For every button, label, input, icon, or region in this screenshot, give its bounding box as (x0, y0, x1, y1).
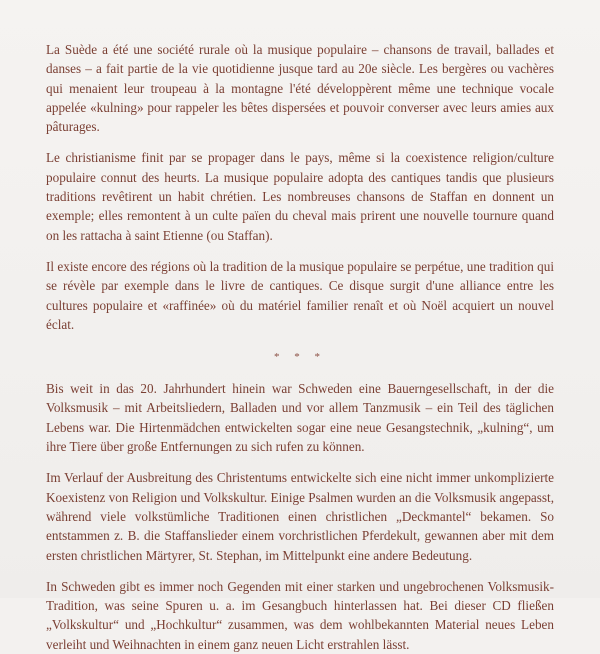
german-section (46, 379, 554, 654)
french-paragraph-1: La Suède a été une société rurale où la musique populaire – chansons de travail, ballades et danses – a fait partie de la vie quotidienne jusque tard au 20e siècle. Les bergères ou vachères qui menaient leur troupeau à la montagne l'été développèrent même une technique vocale appelée «kulning» pour rappeler les bêtes dispersées et pouvoir converser avec leurs amies aux pâturages. (46, 42, 554, 135)
french-paragraph-2: Le christianisme finit par se propager dans le pays, même si la coexistence religion/culture populaire connut des heurts. La musique populaire adopta des cantiques tandis que plusieurs traditions revêtirent un habit chrétien. Les nombreuses chansons de Staffan en donnent un exemple; elles remontent à un culte païen du cheval mais prirent une nouvelle tournure quand on les rattacha à saint Etienne (ou Staffan). (46, 150, 554, 243)
french-section (46, 40, 554, 334)
french-paragraph-3: Il existe encore des régions où la tradition de la musique populaire se perpétue, une tradition qui se révèle par exemple dans le livre de cantiques. Ce disque surgit d'une alliance entre les cultures populaire et «raffinée» où du matériel familier renaît et où Noël acquiert un nouvel éclat. (46, 258, 554, 332)
german-paragraph-1: Bis weit in das 20. Jahrhundert hinein war Schweden eine Bauerngesellschaft, in der die Volksmusik – mit Arbeitsliedern, Balladen und vor allem Tanzmusik – ein Teil des täglichen Lebens war. Die Hirtenmädchen entwickelten sogar eine neue Gesangstechnik, „kulning“, um ihre Tiere über große Entfernungen zu sich rufen zu können. (46, 381, 554, 455)
section-separator: * * * (274, 351, 326, 364)
german-paragraph-3: In Schweden gibt es immer noch Gegenden mit einer starken und ungebrochenen Volksmusik-Tradition, was seine Spuren u. a. im Gesangbuch hinterlassen hat. Bei dieser CD fließen „Volkskultur“ und „Hochkultur“ zusammen, was dem wohlbekannten Material neues Leben verleiht und Weihnachten in einem ganz neuen Licht erstrahlen lässt. (46, 578, 554, 652)
german-paragraph-2: Im Verlauf der Ausbreitung des Christentums entwickelte sich eine nicht immer unkomplizierte Koexistenz von Religion und Volkskultur. Einige Psalmen wurden an die Volksmusik angepasst, während viele volkstümliche Traditionen einen christlichen „Deckmantel“ bekamen. So entstammen z. B. die Staffanslieder einem vorchristlichen Pferdekult, gewannen aber mit dem ersten christlichen Märtyrer, St. Stephan, im Mittelpunkt eine andere Bedeutung. (46, 470, 554, 563)
